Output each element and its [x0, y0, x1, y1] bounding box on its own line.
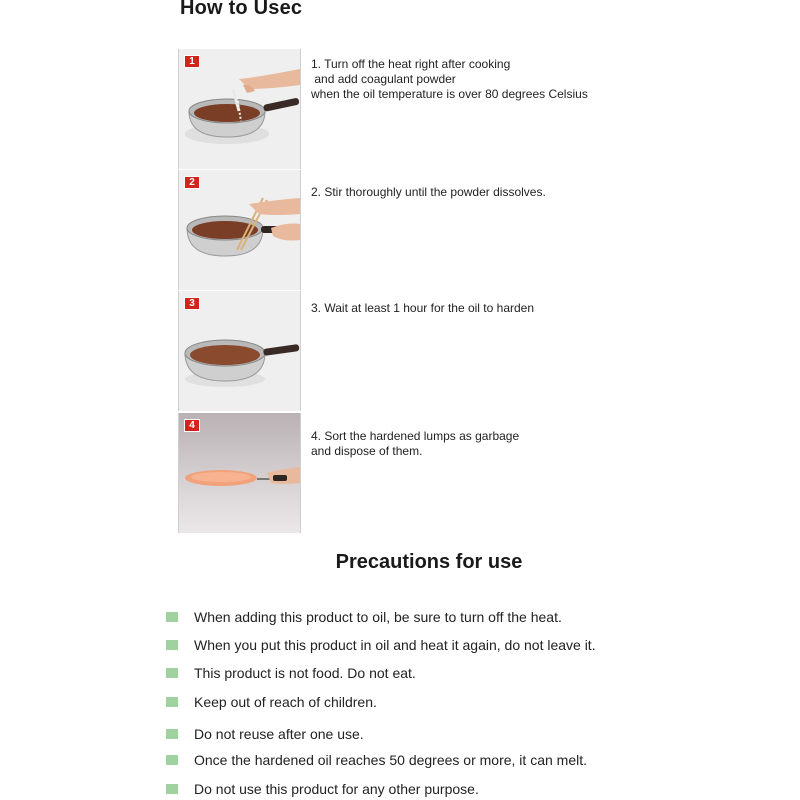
bullet-icon — [166, 784, 178, 794]
step-2-badge: 2 — [184, 176, 200, 189]
step-3-text: 3. Wait at least 1 hour for the oil to harden — [311, 301, 535, 315]
bullet-icon — [166, 729, 178, 739]
bullet-icon — [166, 668, 178, 678]
step-2-text: 2. Stir thoroughly until the powder dissolves. — [311, 185, 546, 199]
bullet-icon — [166, 755, 178, 765]
precaution-item — [166, 724, 364, 744]
precaution-item — [166, 692, 377, 712]
bullet-icon — [166, 697, 178, 707]
precaution-text: Once the hardened oil reaches 50 degrees or more, it can melt. — [194, 752, 587, 768]
step-4-badge: 4 — [184, 419, 200, 432]
step-1-image — [178, 49, 301, 169]
precaution-text: When adding this product to oil, be sure to turn off the heat. — [194, 609, 562, 625]
precaution-item — [166, 635, 596, 655]
precaution-item — [166, 750, 587, 770]
precaution-item — [166, 607, 562, 627]
bullet-icon — [166, 612, 178, 622]
step-1-badge: 1 — [184, 55, 200, 68]
precautions-title: Precautions for use — [335, 551, 523, 573]
precaution-item — [166, 779, 479, 799]
step-4-text: 4. Sort the hardened lumps as garbage and dispose of them. — [311, 429, 520, 458]
step-1-text: 1. Turn off the heat right after cooking and add coagulant powder when the oil temperature is over 80 degrees Celsius — [311, 57, 588, 101]
bullet-icon — [166, 640, 178, 650]
step-3-badge: 3 — [184, 297, 200, 310]
precaution-text: Do not reuse after one use. — [194, 726, 364, 742]
precaution-text: This product is not food. Do not eat. — [194, 665, 416, 681]
step-2-image — [178, 170, 301, 290]
step-4-image — [178, 413, 301, 533]
step-3-image — [178, 291, 301, 411]
precaution-text: Keep out of reach of children. — [194, 694, 377, 710]
precaution-text: Do not use this product for any other purpose. — [194, 781, 479, 797]
page-title: How to Usec — [180, 0, 303, 19]
precaution-text: When you put this product in oil and heat it again, do not leave it. — [194, 637, 596, 653]
precaution-item — [166, 663, 416, 683]
